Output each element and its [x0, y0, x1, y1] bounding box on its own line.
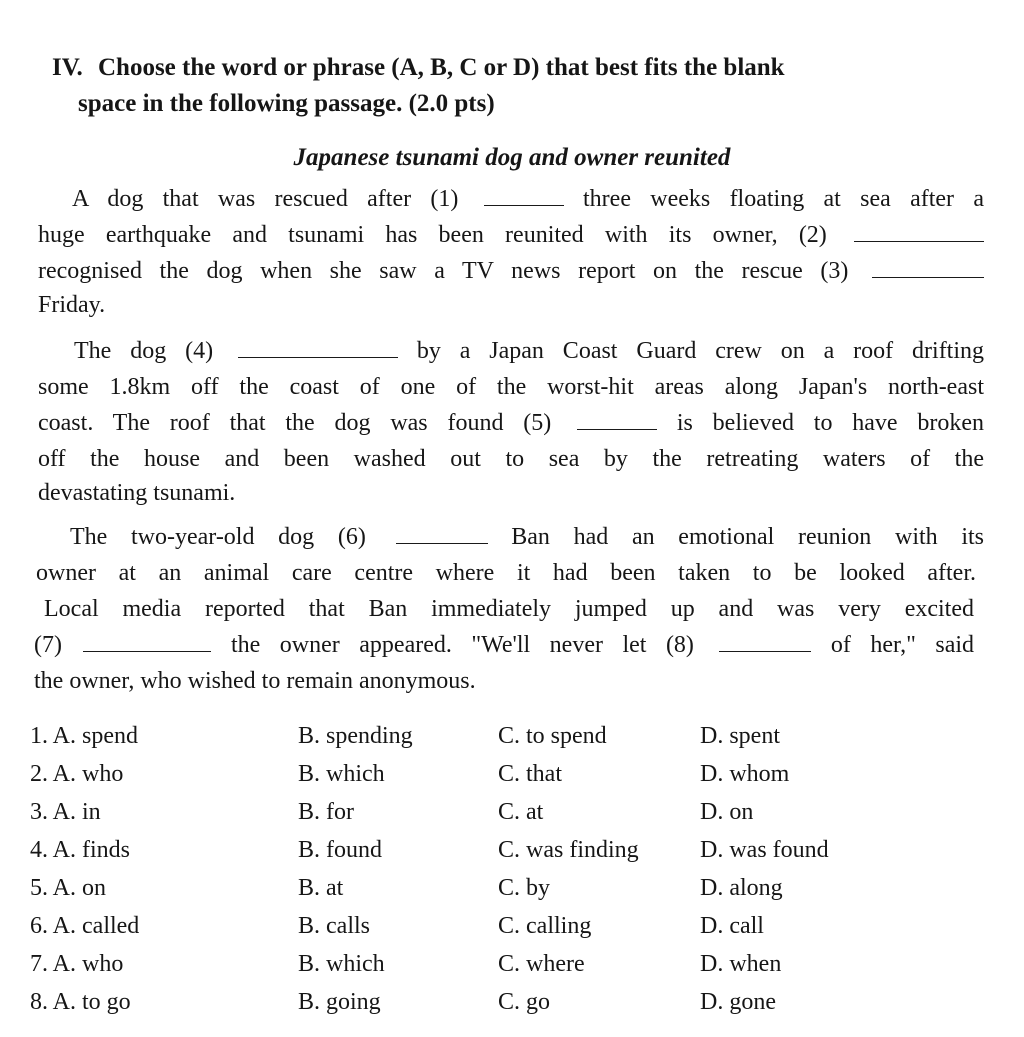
- passage-text: huge earthquake and tsunami has been reunited with its owner, (2): [38, 222, 827, 248]
- option-a: 2. A. who: [30, 761, 124, 787]
- option-b: B. which: [298, 761, 385, 787]
- option-c: C. was finding: [498, 837, 639, 863]
- option-b: B. spending: [298, 723, 413, 749]
- blank-8: [719, 629, 811, 652]
- passage-title: Japanese tsunami dog and owner reunited: [293, 144, 731, 171]
- exercise-number: IV.: [52, 54, 83, 81]
- option-d: D. call: [700, 913, 764, 939]
- passage-text: recognised the dog when she saw a TV news report on the rescue (3): [38, 258, 849, 284]
- option-a: 1. A. spend: [30, 723, 138, 749]
- option-a: 5. A. on: [30, 875, 107, 901]
- passage-text: off the house and been washed out to sea by the retreating waters of the: [38, 446, 984, 472]
- blank-2: [854, 219, 984, 242]
- passage-text: The dog (4): [74, 338, 214, 364]
- exercise-heading: [52, 50, 1002, 122]
- option-d: D. gone: [700, 989, 776, 1015]
- option-b: B. at: [298, 875, 344, 901]
- option-d: D. was found: [700, 837, 829, 863]
- blank-1: [484, 183, 564, 206]
- passage-line: [38, 476, 984, 510]
- passage-line: [38, 334, 984, 368]
- option-b: B. for: [298, 799, 354, 825]
- passage-line: [38, 520, 984, 554]
- passage-text: devastating tsunami.: [38, 480, 236, 506]
- option-b: B. found: [298, 837, 382, 863]
- option-c: C. calling: [498, 913, 592, 939]
- passage-text: (7): [34, 632, 62, 658]
- option-b: B. going: [298, 989, 381, 1015]
- passage-line: [38, 254, 984, 288]
- blank-6: [396, 521, 488, 544]
- passage-text: is believed to have broken: [676, 410, 985, 436]
- option-a: 4. A. finds: [30, 837, 131, 863]
- option-d: D. whom: [700, 761, 790, 787]
- option-c: C. at: [498, 799, 544, 825]
- option-a: 8. A. to go: [30, 989, 131, 1015]
- passage-text: Local media reported that Ban immediately jumped up and was very excited: [44, 596, 974, 622]
- option-c: C. by: [498, 875, 551, 901]
- passage-text: A dog that was rescued after (1): [72, 186, 459, 212]
- option-b: B. which: [298, 951, 385, 977]
- passage-text: of her," said: [830, 632, 975, 658]
- blank-3: [872, 255, 984, 278]
- passage-text: coast. The roof that the dog was found (5): [38, 410, 552, 436]
- passage-line: [38, 442, 984, 476]
- option-a: 7. A. who: [30, 951, 124, 977]
- passage-line: [38, 182, 984, 216]
- option-c: C. that: [498, 761, 562, 787]
- passage-text: the owner, who wished to remain anonymous.: [34, 668, 476, 694]
- passage-line: [38, 218, 984, 252]
- option-d: D. when: [700, 951, 782, 977]
- option-d: D. on: [700, 799, 754, 825]
- blank-4: [238, 335, 398, 358]
- option-b: B. calls: [298, 913, 370, 939]
- option-d: D. spent: [700, 723, 780, 749]
- passage-line: [38, 288, 984, 322]
- passage-text: the owner appeared. "We'll never let (8): [230, 632, 694, 658]
- blank-7: [83, 629, 211, 652]
- passage-line: [34, 628, 974, 662]
- option-a: 6. A. called: [30, 913, 140, 939]
- passage-text: three weeks floating at sea after a: [583, 186, 985, 212]
- passage-line: [38, 406, 984, 440]
- passage-text: The two-year-old dog (6): [70, 524, 366, 550]
- option-c: C. where: [498, 951, 585, 977]
- passage-line: [38, 370, 984, 404]
- passage-line: [34, 664, 980, 698]
- passage-text: Ban had an emotional reunion with its: [511, 524, 985, 550]
- option-a: 3. A. in: [30, 799, 101, 825]
- passage-text: owner at an animal care centre where it had been taken to be looked after.: [36, 560, 976, 586]
- passage-text: some 1.8km off the coast of one of the worst-hit areas along Japan's north-east: [38, 374, 984, 400]
- passage-line: [44, 592, 974, 626]
- option-c: C. go: [498, 989, 551, 1015]
- option-d: D. along: [700, 875, 783, 901]
- passage-line: [36, 556, 976, 590]
- heading-line-2: space in the following passage. (2.0 pts): [78, 90, 495, 117]
- option-c: C. to spend: [498, 723, 607, 749]
- passage-text: by a Japan Coast Guard crew on a roof drifting: [416, 338, 985, 364]
- heading-line-1: Choose the word or phrase (A, B, C or D) that best fits the blank: [98, 54, 785, 81]
- passage-text: Friday.: [38, 292, 106, 318]
- blank-5: [577, 407, 657, 430]
